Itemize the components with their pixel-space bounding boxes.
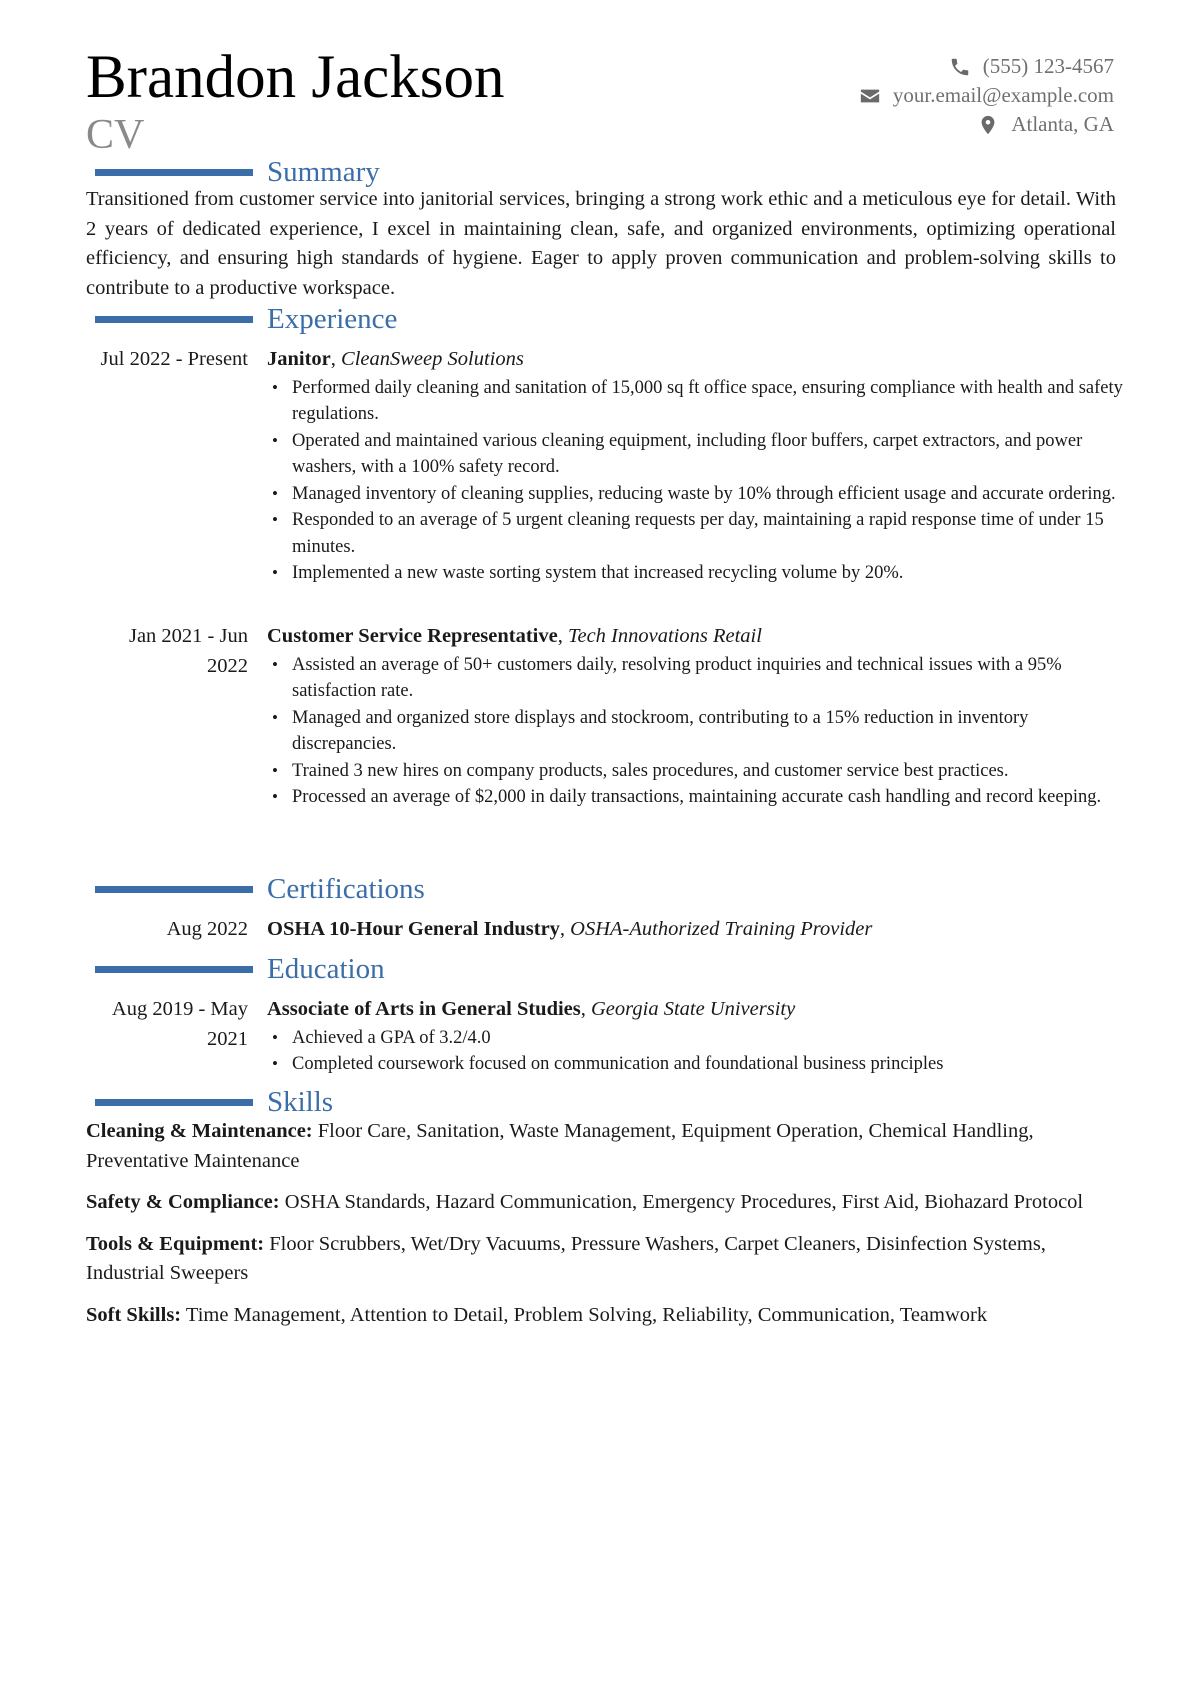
bullet-item: • Achieved a GPA of 3.2/4.0 xyxy=(267,1025,1127,1052)
bullet-item: • Operated and maintained various cleaning equipment, including floor buffers, carpet extractors, and power washers, with a 100% safety record. xyxy=(267,428,1127,481)
section-heading-education xyxy=(95,952,385,986)
entry-date: Aug 2019 - May 2021 xyxy=(111,998,248,1050)
skill-row xyxy=(86,1188,1116,1218)
bullet-item: • Processed an average of $2,000 in daily transactions, maintaining accurate cash handling and record keeping. xyxy=(267,784,1127,811)
section-accent-bar xyxy=(95,316,253,323)
section-title: Summary xyxy=(267,156,380,188)
entry-title: OSHA 10-Hour General Industry xyxy=(267,918,560,940)
section-heading-certifications xyxy=(95,872,425,906)
contact-phone-row xyxy=(859,52,1114,81)
bullet-item: • Implemented a new waste sorting system that increased recycling volume by 20%. xyxy=(267,560,1127,587)
entry-bullets xyxy=(267,1025,1127,1078)
section-title: Certifications xyxy=(267,873,425,905)
entry-heading: OSHA 10-Hour General Industry, OSHA-Authorized Training Provider xyxy=(267,918,873,940)
bullet-item: • Assisted an average of 50+ customers daily, resolving product inquiries and technical issues with a 95% satisfaction rate. xyxy=(267,652,1127,705)
section-heading-experience xyxy=(95,302,397,336)
skill-values: Time Management, Attention to Detail, Problem Solving, Reliability, Communication, Teamwork xyxy=(185,1303,988,1326)
contact-block xyxy=(859,52,1114,139)
skill-category: Tools & Equipment: xyxy=(86,1232,265,1255)
contact-location: Atlanta, GA xyxy=(1011,112,1114,136)
entry-title: Associate of Arts in General Studies xyxy=(267,998,581,1020)
bullet-item: • Managed and organized store displays and stockroom, contributing to a 15% reduction in inventory discrepancies. xyxy=(267,705,1127,758)
contact-location-row xyxy=(859,110,1114,139)
entry-organization: OSHA-Authorized Training Provider xyxy=(570,918,873,940)
bullet-item: • Performed daily cleaning and sanitation of 15,000 sq ft office space, ensuring compliance with health and safety regulations. xyxy=(267,375,1127,428)
entry-date: Aug 2022 xyxy=(166,918,248,940)
skill-values: OSHA Standards, Hazard Communication, Emergency Procedures, First Aid, Biohazard Protocol xyxy=(284,1191,1084,1213)
bullet-item: • Completed coursework focused on communication and foundational business principles xyxy=(267,1051,1127,1078)
entry-organization: Tech Innovations Retail xyxy=(567,625,762,647)
entry-organization: Georgia State University xyxy=(591,998,796,1020)
section-heading-summary xyxy=(95,155,380,189)
full-name: Brandon Jackson xyxy=(86,44,505,111)
entry-body xyxy=(267,622,1127,811)
section-heading-skills xyxy=(95,1085,333,1119)
summary-text: Transitioned from customer service into janitorial services, bringing a strong work ethic and a meticulous eye for detail. With 2 years of dedicated experience, I excel in maintaining clean, safe, and organized environments, optimizing operational efficiency, and ensuring high standards of hygiene. Eager to apply proven communication and problem-solving skills to contribute to a productive workspace. xyxy=(86,188,1116,299)
document-subtitle: CV xyxy=(86,112,145,158)
section-accent-bar xyxy=(95,1099,253,1106)
entry-title: Customer Service Representative xyxy=(267,625,558,647)
skill-row xyxy=(86,1117,1116,1176)
skill-values: Floor Care, Sanitation, Waste Management, Equipment Operation, Chemical Handling, Preventative Maintenance xyxy=(86,1120,1034,1172)
skill-values: Floor Scrubbers, Wet/Dry Vacuums, Pressure Washers, Carpet Cleaners, Disinfection Systems, Industrial Sweepers xyxy=(86,1232,1046,1284)
entry-heading: Janitor, CleanSweep Solutions xyxy=(267,348,524,370)
skill-row xyxy=(86,1230,1116,1289)
contact-email[interactable]: your.email@example.com xyxy=(892,83,1114,107)
section-title: Education xyxy=(267,953,385,985)
entry-organization: CleanSweep Solutions xyxy=(341,348,524,370)
bullet-item: • Trained 3 new hires on company products, sales procedures, and customer service best practices. xyxy=(267,758,1127,785)
phone-icon xyxy=(949,56,971,78)
section-accent-bar xyxy=(95,886,253,893)
entry-heading: Customer Service Representative, Tech Innovations Retail xyxy=(267,625,762,647)
bullet-item: • Managed inventory of cleaning supplies, reducing waste by 10% through efficient usage and accurate ordering. xyxy=(267,481,1127,508)
entry-date: Jul 2022 - Present xyxy=(100,348,248,370)
envelope-icon xyxy=(859,85,881,107)
entry-body xyxy=(267,995,1127,1078)
entry-bullets xyxy=(267,652,1127,811)
contact-email-row xyxy=(859,81,1114,110)
skill-category: Cleaning & Maintenance: xyxy=(86,1120,313,1142)
skill-row xyxy=(86,1301,1116,1331)
entry-title: Janitor xyxy=(267,348,331,370)
section-title: Skills xyxy=(267,1086,334,1118)
contact-phone[interactable]: (555) 123-4567 xyxy=(982,54,1114,78)
section-accent-bar xyxy=(95,966,253,973)
skills-list xyxy=(86,1117,1116,1342)
map-pin-icon xyxy=(977,114,999,136)
bullet-item: • Responded to an average of 5 urgent cleaning requests per day, maintaining a rapid response time of under 15 minutes. xyxy=(267,507,1127,560)
skill-category: Soft Skills: xyxy=(86,1303,182,1326)
entry-date: Jan 2021 - Jun 2022 xyxy=(128,625,248,677)
entry-bullets xyxy=(267,375,1127,587)
entry-heading: Associate of Arts in General Studies, Georgia State University xyxy=(267,998,796,1020)
skill-category: Safety & Compliance: xyxy=(86,1191,280,1213)
section-title: Experience xyxy=(267,303,398,335)
section-accent-bar xyxy=(95,169,253,176)
entry-body xyxy=(267,345,1127,587)
entry-body xyxy=(267,915,1127,945)
